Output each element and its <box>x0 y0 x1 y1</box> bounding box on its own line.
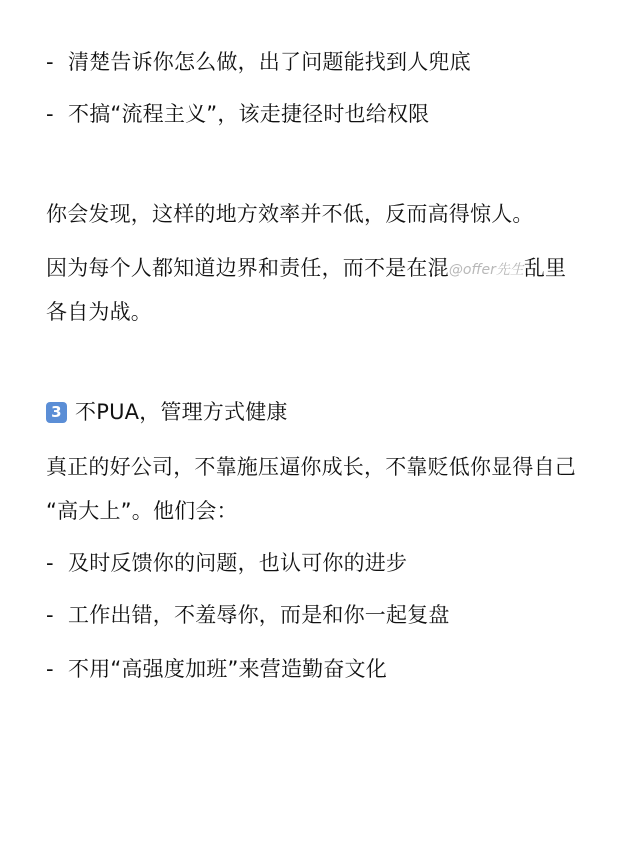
bullet-text: 工作出错，不羞辱你，而是和你一起复盘 <box>68 603 450 627</box>
paragraph-boundaries <box>46 254 566 284</box>
paragraph-text: 乱里 <box>523 256 567 280</box>
bullet-dash: - <box>46 551 54 575</box>
paragraph-text: 因为每个人都知道边界和责任，而不是在混 <box>46 256 449 280</box>
bullet-dash: - <box>46 603 54 627</box>
bullet-text: 不搞“流程主义”，该走捷径时也给权限 <box>68 102 430 126</box>
paragraph-good-company: 真正的好公司，不靠施压逼你成长，不靠贬低你显得自己 <box>46 455 576 479</box>
paragraph-good-company-cont: “高大上”。他们会： <box>46 499 238 523</box>
bullet-item <box>46 655 387 683</box>
bullet-text: 清楚告诉你怎么做，出了问题能找到人兜底 <box>68 50 471 74</box>
paragraph-efficiency: 你会发现，这样的地方效率并不低，反而高得惊人。 <box>46 202 534 226</box>
section-heading-text: 不PUA，管理方式健康 <box>75 400 288 424</box>
bullet-text: 及时反馈你的问题，也认可你的进步 <box>68 551 408 575</box>
bullet-item <box>46 100 429 128</box>
number-3-icon: 3 <box>46 402 67 423</box>
paragraph-boundaries-cont: 各自为战。 <box>46 300 152 324</box>
bullet-item <box>46 549 407 577</box>
bullet-item <box>46 48 471 76</box>
bullet-dash: - <box>46 102 54 126</box>
bullet-dash: - <box>46 50 54 74</box>
section-heading <box>46 398 288 426</box>
bullet-text: 不用“高强度加班”来营造勤奋文化 <box>68 657 387 681</box>
watermark-text: @offer先生 <box>448 262 524 278</box>
bullet-item <box>46 601 450 629</box>
bullet-dash: - <box>46 657 54 681</box>
